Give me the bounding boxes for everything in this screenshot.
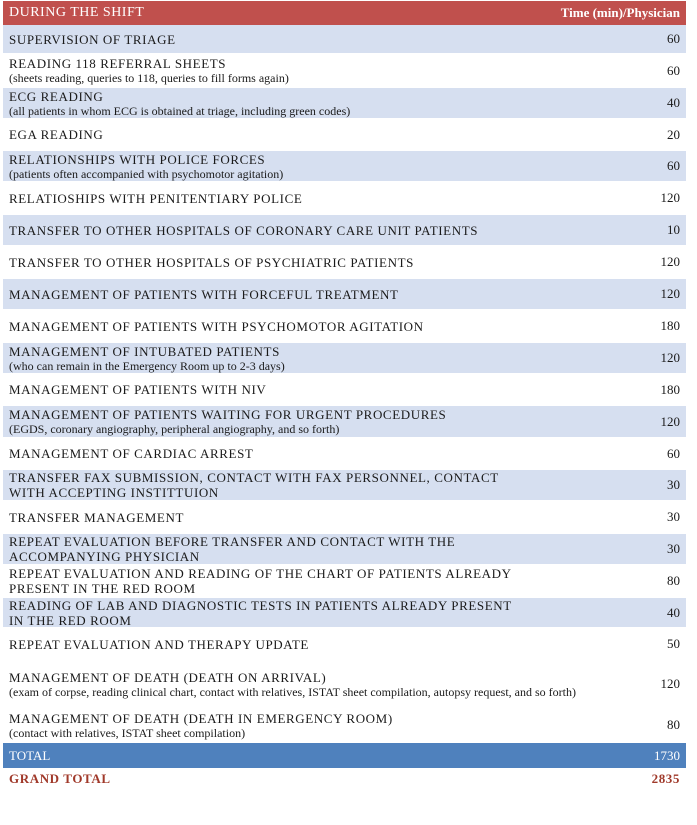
- activity-title: MANAGEMENT OF DEATH (DEATH ON ARRIVAL): [9, 669, 327, 685]
- activity-cell: [3, 344, 600, 373]
- time-value: 30: [667, 541, 680, 556]
- activity-cell: [3, 598, 600, 628]
- activity-cell: [3, 510, 600, 525]
- table-row: [3, 215, 686, 247]
- time-value: 120: [660, 190, 680, 205]
- time-value: 40: [667, 604, 680, 620]
- table-row: [3, 151, 686, 183]
- time-value: 30: [667, 477, 680, 492]
- activity-title: TRANSFER TO OTHER HOSPITALS OF CORONARY CARE UNIT PATIENTS: [9, 222, 479, 238]
- activity-cell: [3, 711, 600, 740]
- activity-title: REPEAT EVALUATION AND READING OF THE CHART OF PATIENTS ALREADY PRESENT IN THE RED ROOM: [9, 566, 512, 596]
- activity-title: REPEAT EVALUATION BEFORE TRANSFER AND CONTACT WITH THE ACCOMPANYING PHYSICIAN: [9, 534, 456, 564]
- activity-title: READING OF LAB AND DIAGNOSTIC TESTS IN PATIENTS ALREADY PRESENT IN THE RED ROOM: [9, 597, 512, 628]
- activity-cell: [3, 191, 600, 206]
- time-value: 80: [667, 573, 680, 588]
- activity-cell: [3, 152, 600, 181]
- table-row: [3, 439, 686, 470]
- activity-title: TRANSFER FAX SUBMISSION, CONTACT WITH FAX PERSONNEL, CONTACT WITH ACCEPTING INSTITTUION: [9, 470, 499, 500]
- activity-cell: [3, 446, 600, 461]
- table-header: [3, 1, 686, 25]
- table-row: [3, 25, 686, 55]
- header-activity-label: DURING THE SHIFT: [9, 5, 145, 20]
- activity-title: TRANSFER MANAGEMENT: [9, 509, 184, 525]
- activity-detail: (patients often accompanied with psychomotor agitation): [9, 166, 284, 181]
- activity-detail: (sheets reading, queries to 118, queries to fill forms again): [9, 71, 289, 85]
- table-row: [3, 343, 686, 375]
- table-row: [3, 311, 686, 343]
- grand-total-label: GRAND TOTAL: [9, 771, 111, 786]
- time-value: 120: [660, 413, 680, 429]
- table-row: [3, 247, 686, 279]
- activity-detail: (exam of corpse, reading clinical chart, contact with relatives, ISTAT sheet compilation, autopsy request, and so forth): [9, 684, 576, 699]
- table-row: [3, 661, 686, 709]
- table-row: [3, 470, 686, 502]
- total-label: TOTAL: [9, 747, 51, 763]
- activity-detail: (contact with relatives, ISTAT sheet compilation): [9, 725, 246, 740]
- time-value: 60: [667, 31, 680, 46]
- time-value: 30: [667, 509, 680, 524]
- time-value: 60: [667, 445, 680, 461]
- activity-title: REPEAT EVALUATION AND THERAPY UPDATE: [9, 636, 309, 652]
- table-row: [3, 709, 686, 743]
- activity-title: SUPERVISION OF TRIAGE: [9, 31, 176, 47]
- activity-cell: [3, 470, 600, 500]
- activity-cell: [3, 56, 600, 85]
- time-value: 50: [667, 636, 680, 651]
- activity-title: MANAGEMENT OF DEATH (DEATH IN EMERGENCY ROOM): [9, 710, 393, 726]
- total-value: 1730: [654, 747, 680, 763]
- activity-cell: [3, 407, 600, 436]
- table-row: [3, 566, 686, 598]
- table-row: [3, 598, 686, 629]
- time-value: 80: [667, 717, 680, 732]
- activity-title: MANAGEMENT OF CARDIAC ARREST: [9, 446, 254, 461]
- activity-cell: [3, 382, 600, 397]
- activity-title: MANAGEMENT OF INTUBATED PATIENTS: [9, 343, 280, 359]
- activity-cell: [3, 32, 600, 47]
- activity-cell: [3, 89, 600, 118]
- shift-time-table: [3, 1, 686, 790]
- table-row: [3, 375, 686, 406]
- time-value: 180: [660, 381, 680, 397]
- activity-detail: (all patients in whom ECG is obtained at triage, including green codes): [9, 103, 351, 118]
- time-value: 120: [660, 254, 680, 269]
- activity-cell: [3, 637, 600, 652]
- table-row: [3, 183, 686, 215]
- table-row: [3, 502, 686, 534]
- activity-title: MANAGEMENT OF PATIENTS WITH PSYCHOMOTOR AGITATION: [9, 318, 424, 334]
- table-row: [3, 534, 686, 566]
- activity-title: READING 118 REFERRAL SHEETS: [9, 56, 227, 71]
- activity-cell: [3, 223, 600, 238]
- activity-cell: [3, 670, 600, 699]
- table-row: [3, 120, 686, 151]
- activity-title: MANAGEMENT OF PATIENTS WAITING FOR URGENT PROCEDURES: [9, 407, 447, 422]
- time-value: 40: [667, 95, 680, 110]
- activity-cell: [3, 127, 600, 142]
- table-row: [3, 88, 686, 120]
- table-row: [3, 55, 686, 88]
- grand-total-row: [3, 768, 686, 790]
- activity-title: RELATIONSHIPS WITH POLICE FORCES: [9, 151, 266, 167]
- time-value: 180: [660, 318, 680, 333]
- activity-title: RELATIOSHIPS WITH PENITENTIARY POLICE: [9, 190, 303, 206]
- activity-detail: (EGDS, coronary angiography, peripheral angiography, and so forth): [9, 422, 340, 436]
- header-time-label: Time (min)/Physician: [560, 5, 680, 20]
- time-value: 120: [660, 350, 680, 365]
- activity-cell: [3, 287, 600, 302]
- table-row: [3, 279, 686, 311]
- time-value: 120: [660, 676, 680, 691]
- grand-total-value: 2835: [651, 771, 680, 786]
- activity-cell: [3, 255, 600, 270]
- time-value: 10: [667, 222, 680, 237]
- table-body: [3, 25, 686, 743]
- time-value: 20: [667, 126, 680, 142]
- table-row: [3, 406, 686, 439]
- activity-cell: [3, 319, 600, 334]
- time-value: 120: [660, 286, 680, 301]
- total-row: [3, 743, 686, 768]
- activity-title: TRANSFER TO OTHER HOSPITALS OF PSYCHIATRIC PATIENTS: [9, 254, 414, 270]
- time-value: 60: [667, 62, 680, 78]
- activity-title: ECG READING: [9, 88, 104, 104]
- activity-title: MANAGEMENT OF PATIENTS WITH FORCEFUL TREATMENT: [9, 286, 399, 302]
- activity-title: MANAGEMENT OF PATIENTS WITH NIV: [9, 382, 267, 397]
- activity-detail: (who can remain in the Emergency Room up to 2-3 days): [9, 358, 285, 373]
- activity-cell: [3, 534, 600, 564]
- table-row: [3, 629, 686, 661]
- activity-cell: [3, 566, 600, 596]
- activity-title: EGA READING: [9, 127, 104, 142]
- time-value: 60: [667, 158, 680, 173]
